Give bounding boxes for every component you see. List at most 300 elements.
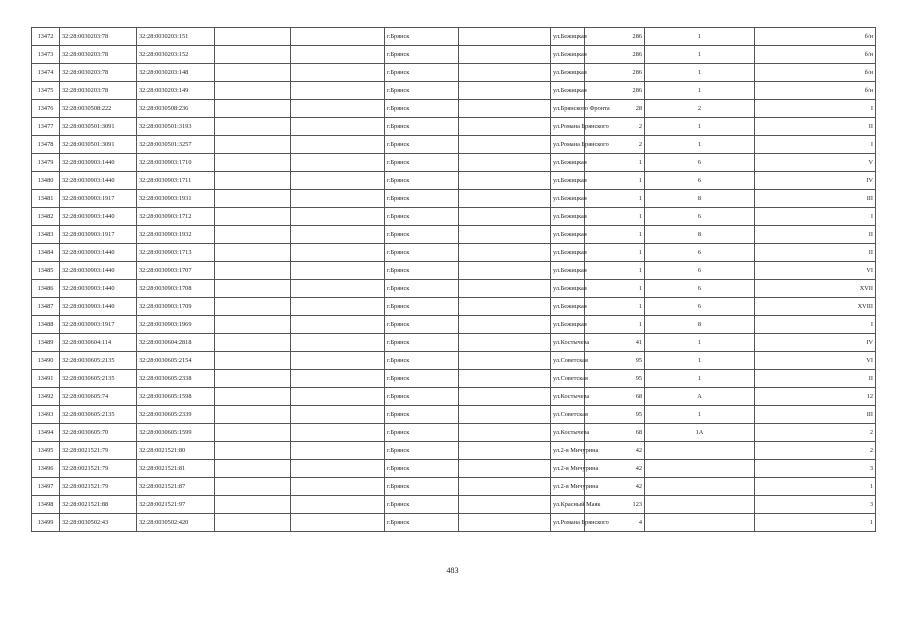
row-number: 13493 [32,406,60,424]
empty-cell [459,442,551,460]
empty-cell [459,28,551,46]
object-cadastral-number: 32:28:0030502:420 [137,514,215,532]
object-cadastral-number: 32:28:0030203:149 [137,82,215,100]
table-row [32,208,876,226]
object-cadastral-number: 32:28:0030604:2818 [137,334,215,352]
street: ул.Советская [551,406,585,424]
row-number: 13475 [32,82,60,100]
apartment: I [755,100,876,118]
row-number: 13480 [32,172,60,190]
row-number: 13495 [32,442,60,460]
house-number: 1 [585,190,645,208]
parcel-cadastral-number: 32:28:0030502:43 [60,514,137,532]
house-number: 1 [585,280,645,298]
street: ул.Бежицкая [551,190,585,208]
empty-cell [215,460,291,478]
street: ул.2-я Мичурина [551,478,585,496]
empty-cell [215,442,291,460]
house-number: 95 [585,352,645,370]
parcel-cadastral-number: 32:28:0030605:74 [60,388,137,406]
table-row [32,172,876,190]
empty-cell [215,100,291,118]
street: ул.Бежицкая [551,28,585,46]
parcel-cadastral-number: 32:28:0030203:78 [60,46,137,64]
registry-table [31,27,876,532]
row-number: 13489 [32,334,60,352]
house-number: 1 [585,154,645,172]
house-number: 95 [585,370,645,388]
city: г.Брянск [385,478,459,496]
empty-cell [291,352,385,370]
table-row [32,316,876,334]
empty-cell [459,136,551,154]
empty-cell [215,154,291,172]
parcel-cadastral-number: 32:28:0021521:79 [60,478,137,496]
row-number: 13481 [32,190,60,208]
city: г.Брянск [385,172,459,190]
empty-cell [459,208,551,226]
apartment: 12 [755,388,876,406]
street: ул.Бежицкая [551,208,585,226]
apartment: 2 [755,424,876,442]
row-number: 13477 [32,118,60,136]
row-number: 13488 [32,316,60,334]
empty-cell [291,406,385,424]
table-row [32,424,876,442]
street: ул.Бежицкая [551,154,585,172]
empty-cell [215,244,291,262]
apartment: IV [755,334,876,352]
street: ул.Бежицкая [551,298,585,316]
empty-cell [459,172,551,190]
house-number: 2 [585,118,645,136]
object-cadastral-number: 32:28:0030903:1709 [137,298,215,316]
street: ул.Советская [551,352,585,370]
empty-cell [291,154,385,172]
table-row [32,442,876,460]
table-row [32,298,876,316]
house-number: 286 [585,82,645,100]
apartment: III [755,190,876,208]
building: 6 [645,280,755,298]
empty-cell [215,478,291,496]
apartment: 3 [755,496,876,514]
city: г.Брянск [385,460,459,478]
city: г.Брянск [385,82,459,100]
parcel-cadastral-number: 32:28:0030903:1917 [60,226,137,244]
apartment: IV [755,172,876,190]
empty-cell [291,424,385,442]
table-row [32,100,876,118]
table-row [32,334,876,352]
empty-cell [291,388,385,406]
empty-cell [459,298,551,316]
table-row [32,64,876,82]
street: ул.Романа Брянского [551,514,585,532]
empty-cell [215,118,291,136]
row-number: 13473 [32,46,60,64]
table-row [32,478,876,496]
table-row [32,406,876,424]
street: ул.Бежицкая [551,64,585,82]
object-cadastral-number: 32:28:0030501:3193 [137,118,215,136]
house-number: 1 [585,262,645,280]
street: ул.Бежицкая [551,244,585,262]
building [645,460,755,478]
object-cadastral-number: 32:28:0030605:1598 [137,388,215,406]
row-number: 13476 [32,100,60,118]
row-number: 13474 [32,64,60,82]
empty-cell [291,172,385,190]
building: 1 [645,118,755,136]
empty-cell [459,370,551,388]
object-cadastral-number: 32:28:0030203:151 [137,28,215,46]
object-cadastral-number: 32:28:0030605:2339 [137,406,215,424]
city: г.Брянск [385,442,459,460]
empty-cell [291,118,385,136]
house-number: 2 [585,136,645,154]
empty-cell [459,334,551,352]
apartment: VI [755,352,876,370]
house-number: 1 [585,172,645,190]
table-row [32,514,876,532]
table-body [32,28,876,532]
empty-cell [291,28,385,46]
empty-cell [459,262,551,280]
empty-cell [291,478,385,496]
table-row [32,460,876,478]
house-number: 1 [585,208,645,226]
empty-cell [215,496,291,514]
building: 1 [645,370,755,388]
apartment: 3 [755,460,876,478]
table-row [32,352,876,370]
row-number: 13483 [32,226,60,244]
empty-cell [215,262,291,280]
parcel-cadastral-number: 32:28:0021521:79 [60,442,137,460]
row-number: 13499 [32,514,60,532]
city: г.Брянск [385,352,459,370]
object-cadastral-number: 32:28:0030203:152 [137,46,215,64]
parcel-cadastral-number: 32:28:0030605:2135 [60,406,137,424]
row-number: 13478 [32,136,60,154]
house-number: 1 [585,298,645,316]
parcel-cadastral-number: 32:28:0021521:88 [60,496,137,514]
house-number: 1 [585,226,645,244]
house-number: 286 [585,28,645,46]
empty-cell [215,280,291,298]
empty-cell [215,172,291,190]
city: г.Брянск [385,424,459,442]
table-row [32,154,876,172]
house-number: 42 [585,442,645,460]
parcel-cadastral-number: 32:28:0030605:70 [60,424,137,442]
parcel-cadastral-number: 32:28:0030605:2135 [60,370,137,388]
building: 1 [645,406,755,424]
empty-cell [459,64,551,82]
parcel-cadastral-number: 32:28:0030903:1440 [60,244,137,262]
empty-cell [215,190,291,208]
empty-cell [291,514,385,532]
apartment: 1 [755,514,876,532]
empty-cell [291,46,385,64]
apartment: VI [755,262,876,280]
apartment: II [755,118,876,136]
empty-cell [215,370,291,388]
street: ул.Романа Брянского [551,136,585,154]
empty-cell [215,424,291,442]
object-cadastral-number: 32:28:0030903:1969 [137,316,215,334]
building: 1 [645,82,755,100]
empty-cell [459,280,551,298]
empty-cell [459,514,551,532]
street: ул.Бежицкая [551,262,585,280]
city: г.Брянск [385,154,459,172]
apartment: 2 [755,442,876,460]
empty-cell [459,154,551,172]
empty-cell [291,208,385,226]
parcel-cadastral-number: 32:28:0021521:79 [60,460,137,478]
apartment: XVII [755,280,876,298]
empty-cell [215,82,291,100]
empty-cell [215,388,291,406]
empty-cell [215,406,291,424]
house-number: 68 [585,388,645,406]
house-number: 68 [585,424,645,442]
building: 1 [645,28,755,46]
apartment: б/н [755,64,876,82]
street: ул.Брянского Фронта [551,100,585,118]
empty-cell [459,190,551,208]
empty-cell [459,244,551,262]
street: ул.Романа Брянского [551,118,585,136]
empty-cell [459,496,551,514]
city: г.Брянск [385,496,459,514]
table-row [32,118,876,136]
parcel-cadastral-number: 32:28:0030501:3091 [60,118,137,136]
building: 8 [645,316,755,334]
apartment: XVIII [755,298,876,316]
empty-cell [215,352,291,370]
row-number: 13472 [32,28,60,46]
empty-cell [215,334,291,352]
empty-cell [291,460,385,478]
house-number: 42 [585,460,645,478]
table-row [32,136,876,154]
house-number: 1 [585,244,645,262]
city: г.Брянск [385,298,459,316]
row-number: 13490 [32,352,60,370]
empty-cell [459,388,551,406]
house-number: 286 [585,46,645,64]
row-number: 13484 [32,244,60,262]
house-number: 286 [585,64,645,82]
house-number: 41 [585,334,645,352]
object-cadastral-number: 32:28:0021521:81 [137,460,215,478]
table-row [32,46,876,64]
empty-cell [291,100,385,118]
empty-cell [291,262,385,280]
city: г.Брянск [385,334,459,352]
city: г.Брянск [385,280,459,298]
row-number: 13497 [32,478,60,496]
empty-cell [459,46,551,64]
empty-cell [291,370,385,388]
row-number: 13485 [32,262,60,280]
empty-cell [459,460,551,478]
street: ул.Бежицкая [551,46,585,64]
building: 1 [645,64,755,82]
table-row [32,388,876,406]
object-cadastral-number: 32:28:0021521:87 [137,478,215,496]
house-number: 4 [585,514,645,532]
street: ул.Костычева [551,388,585,406]
city: г.Брянск [385,388,459,406]
city: г.Брянск [385,28,459,46]
building [645,496,755,514]
row-number: 13479 [32,154,60,172]
row-number: 13494 [32,424,60,442]
city: г.Брянск [385,514,459,532]
row-number: 13486 [32,280,60,298]
object-cadastral-number: 32:28:0021521:80 [137,442,215,460]
empty-cell [459,118,551,136]
building: 1 [645,136,755,154]
table-row [32,370,876,388]
table-row [32,496,876,514]
table-row [32,190,876,208]
empty-cell [459,352,551,370]
empty-cell [291,244,385,262]
empty-cell [215,136,291,154]
table-row [32,226,876,244]
row-number: 13492 [32,388,60,406]
building [645,514,755,532]
empty-cell [291,316,385,334]
empty-cell [291,82,385,100]
apartment: б/н [755,82,876,100]
object-cadastral-number: 32:28:0030903:1932 [137,226,215,244]
apartment: II [755,244,876,262]
house-number: 1 [585,316,645,334]
apartment: II [755,370,876,388]
parcel-cadastral-number: 32:28:0030605:2135 [60,352,137,370]
empty-cell [459,82,551,100]
empty-cell [459,226,551,244]
object-cadastral-number: 32:28:0030903:1710 [137,154,215,172]
empty-cell [459,406,551,424]
street: ул.Бежицкая [551,82,585,100]
row-number: 13496 [32,460,60,478]
street: ул.Советская [551,370,585,388]
parcel-cadastral-number: 32:28:0030508:222 [60,100,137,118]
house-number: 95 [585,406,645,424]
empty-cell [291,136,385,154]
city: г.Брянск [385,136,459,154]
empty-cell [291,190,385,208]
object-cadastral-number: 32:28:0030903:1708 [137,280,215,298]
building: А [645,388,755,406]
building: 8 [645,190,755,208]
parcel-cadastral-number: 32:28:0030203:78 [60,82,137,100]
parcel-cadastral-number: 32:28:0030903:1917 [60,190,137,208]
house-number: 42 [585,478,645,496]
page-number: 483 [446,566,459,575]
empty-cell [291,334,385,352]
city: г.Брянск [385,190,459,208]
empty-cell [291,298,385,316]
apartment: I [755,136,876,154]
empty-cell [459,424,551,442]
street: ул.Бежицкая [551,226,585,244]
object-cadastral-number: 32:28:0030903:1707 [137,262,215,280]
city: г.Брянск [385,46,459,64]
object-cadastral-number: 32:28:0030605:1599 [137,424,215,442]
row-number: 13491 [32,370,60,388]
object-cadastral-number: 32:28:0030903:1713 [137,244,215,262]
parcel-cadastral-number: 32:28:0030501:3091 [60,136,137,154]
building [645,478,755,496]
building: 6 [645,154,755,172]
city: г.Брянск [385,226,459,244]
building: 6 [645,244,755,262]
building: 6 [645,172,755,190]
apartment: V [755,154,876,172]
empty-cell [291,442,385,460]
parcel-cadastral-number: 32:28:0030903:1440 [60,262,137,280]
city: г.Брянск [385,244,459,262]
building: 1 [645,46,755,64]
parcel-cadastral-number: 32:28:0030903:1917 [60,316,137,334]
parcel-cadastral-number: 32:28:0030903:1440 [60,280,137,298]
parcel-cadastral-number: 32:28:0030203:78 [60,64,137,82]
empty-cell [459,478,551,496]
row-number: 13498 [32,496,60,514]
empty-cell [291,64,385,82]
empty-cell [291,280,385,298]
empty-cell [459,316,551,334]
house-number: 123 [585,496,645,514]
empty-cell [215,208,291,226]
apartment: III [755,406,876,424]
empty-cell [459,100,551,118]
empty-cell [215,46,291,64]
table-row [32,82,876,100]
empty-cell [291,226,385,244]
empty-cell [291,496,385,514]
city: г.Брянск [385,118,459,136]
apartment: I [755,316,876,334]
building: 8 [645,226,755,244]
empty-cell [215,514,291,532]
object-cadastral-number: 32:28:0030903:1712 [137,208,215,226]
parcel-cadastral-number: 32:28:0030203:78 [60,28,137,46]
street: ул.Костычева [551,424,585,442]
parcel-cadastral-number: 32:28:0030903:1440 [60,154,137,172]
city: г.Брянск [385,316,459,334]
row-number: 13482 [32,208,60,226]
parcel-cadastral-number: 32:28:0030604:114 [60,334,137,352]
street: ул.Бежицкая [551,280,585,298]
street: ул.Костычева [551,334,585,352]
parcel-cadastral-number: 32:28:0030903:1440 [60,298,137,316]
building: 1А [645,424,755,442]
building: 2 [645,100,755,118]
building: 1 [645,334,755,352]
object-cadastral-number: 32:28:0030203:148 [137,64,215,82]
empty-cell [215,28,291,46]
parcel-cadastral-number: 32:28:0030903:1440 [60,172,137,190]
